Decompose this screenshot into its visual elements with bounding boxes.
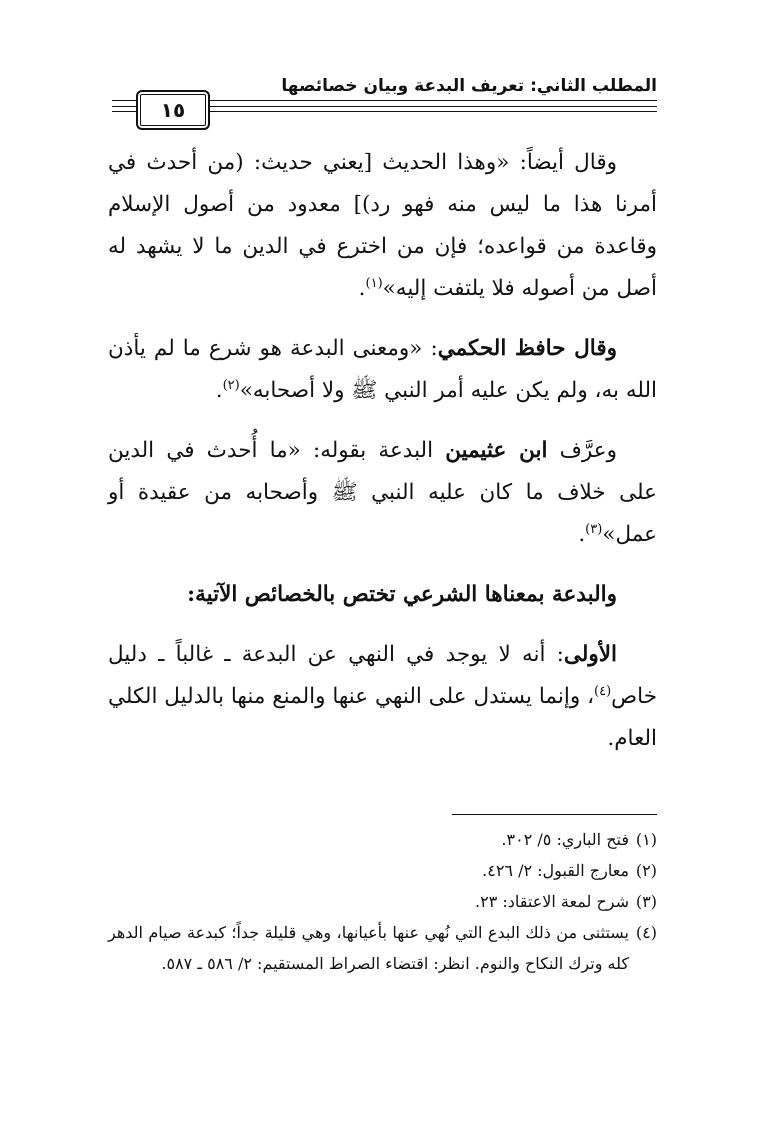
footnote-text: يستثنى من ذلك البدع التي نُهي عنها بأعيانها، وهي قليلة جداً؛ كبدعة صيام الدهر كله وترك النكاح والنوم. انظر: اقتضاء الصراط المستقيم: ٢/ ٥٨٦ ـ ٥٨٧. bbox=[108, 923, 630, 973]
paragraph-3-text: البدعة بقوله: «ما أُحدث في الدين على خلاف ما كان عليه النبي ﷺ وأصحابه من عقيدة أو عمل» bbox=[108, 438, 657, 547]
paragraph-1-text: وقال أيضاً: «وهذا الحديث [يعني حديث: (من أحدث في أمرنا هذا ما ليس منه فهو رد)] معدود من أصول الإسلام وقاعدة من قواعده؛ فإن من اخترع في الدين ما لا يشهد له أصل من أصوله فلا يلتفت إليه» bbox=[108, 150, 657, 301]
footnote bbox=[108, 886, 657, 917]
page-header bbox=[112, 72, 657, 132]
paragraph-2-text: : «ومعنى البدعة هو شرع ما لم يأذن الله به، ولم يكن عليه أمر النبي ﷺ ولا أصحابه» bbox=[108, 336, 657, 403]
footnote bbox=[108, 855, 657, 886]
first-characteristic-label: الأولى bbox=[563, 642, 617, 667]
paragraph-3-pre: وعرَّف bbox=[547, 438, 617, 463]
footnote-ref-3: (٣) bbox=[585, 521, 603, 537]
page-number: ١٥ bbox=[136, 90, 210, 130]
paragraph-4-text: : أنه لا يوجد في النهي عن البدعة ـ غالباً ـ دليل خاص bbox=[108, 642, 657, 709]
author-ibn-uthaymeen: ابن عثيمين bbox=[445, 438, 548, 463]
footnote-number: (٤) bbox=[635, 923, 657, 942]
footnote bbox=[108, 824, 657, 855]
footnotes bbox=[108, 824, 657, 979]
footnote-number: (٣) bbox=[635, 892, 657, 911]
footnote-number: (٢) bbox=[635, 861, 657, 880]
footnote-ref-4: (٤) bbox=[594, 683, 612, 699]
paragraph-4 bbox=[108, 634, 657, 760]
footnote-number: (١) bbox=[635, 830, 657, 849]
footnote-ref-2: (٢) bbox=[222, 377, 240, 393]
footnote bbox=[108, 917, 657, 979]
characteristics-heading: والبدعة بمعناها الشرعي تختص بالخصائص الآتية: bbox=[187, 582, 617, 607]
footnote-ref-1: (١) bbox=[365, 275, 383, 291]
author-hafiz-hakami: وقال حافظ الحكمي bbox=[437, 336, 617, 361]
paragraph-3: وعرَّف ابن عثيمين البدعة بقوله: «ما أُحدث في الدين على خلاف ما كان عليه النبي ﷺ وأصحابه من عقيدة أو عمل»$^{(٣)}$. bbox=[108, 438, 657, 547]
footnote-text: فتح الباري: ٥/ ٣٠٢. bbox=[501, 830, 629, 849]
paragraph-1: وقال أيضاً: «وهذا الحديث [يعني حديث: (من أحدث في أمرنا هذا ما ليس منه فهو رد)] معدود من أصول الإسلام وقاعدة من قواعده؛ فإن من اخترع في الدين ما لا يشهد له أصل من أصوله فلا يلتفت إليه»$^{(١)}$. bbox=[108, 150, 657, 301]
footnote-text: شرح لمعة الاعتقاد: ٢٣. bbox=[475, 892, 629, 911]
footnote-separator bbox=[452, 814, 657, 815]
paragraph-4-rest: ، وإنما يستدل على النهي عنها والمنع منها بالدليل الكلي العام. bbox=[108, 684, 657, 751]
paragraph-2: وقال حافظ الحكمي: «ومعنى البدعة هو شرع ما لم يأذن الله به، ولم يكن عليه أمر النبي ﷺ ولا أصحابه»$^{(٢)}$. bbox=[108, 336, 657, 403]
main-text bbox=[108, 142, 657, 778]
footnote-text: معارج القبول: ٢/ ٤٢٦. bbox=[482, 861, 629, 880]
section-title: المطلب الثاني: تعريف البدعة وبيان خصائصها bbox=[281, 76, 657, 96]
